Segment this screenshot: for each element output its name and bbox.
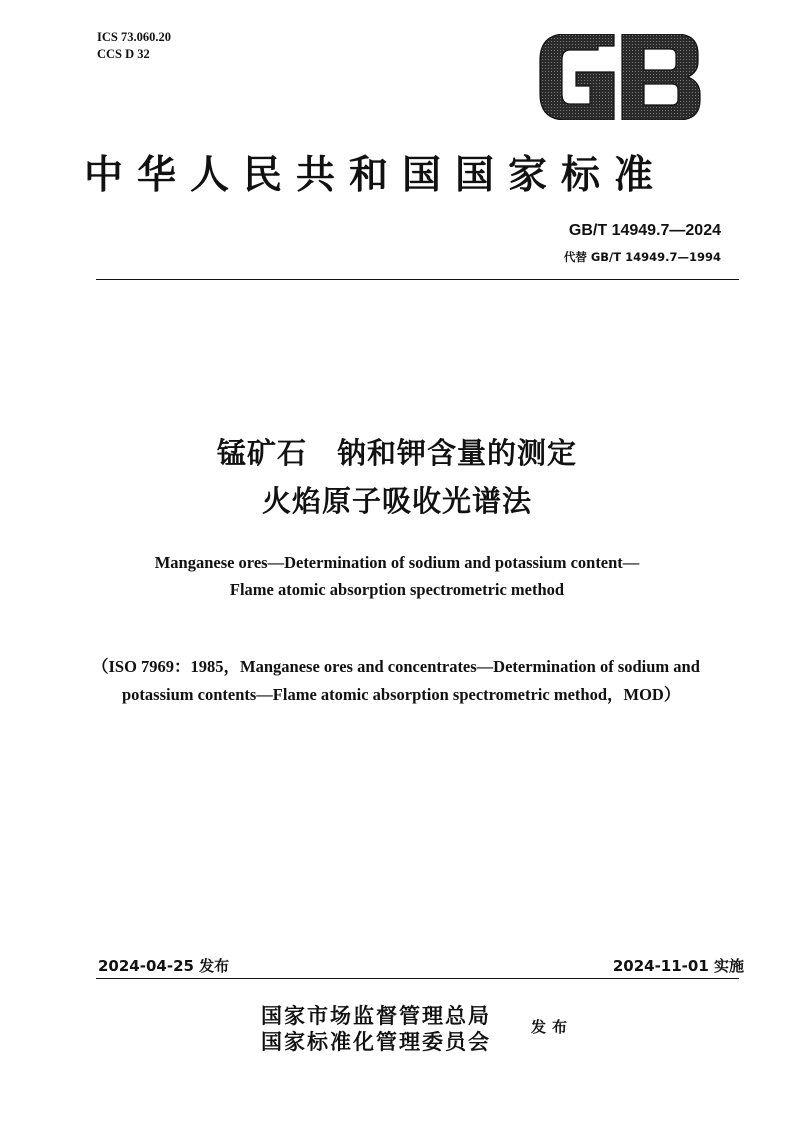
footer-divider (96, 978, 739, 979)
publish-label: 发布 (531, 1018, 574, 1036)
replaced-standard: 代替 GB/T 14949.7—1994 (563, 250, 721, 264)
iso-reference-line2: potassium contents—Flame atomic absorption spectrometric method，MOD） (122, 685, 681, 704)
implementation-date: 2024-11-01 实施 (612, 957, 744, 975)
standard-number: GB/T 14949.7—2024 (568, 222, 721, 239)
ics-code: ICS 73.060.20 (97, 30, 171, 44)
gb-logo (538, 34, 702, 120)
issue-date: 2024-04-25 发布 (98, 957, 230, 975)
ccs-code: CCS D 32 (97, 47, 150, 61)
classification-codes (97, 29, 171, 63)
header-divider (96, 279, 739, 280)
national-standard-title: 中华人民共和国国家标准 (84, 153, 668, 198)
issuer-sac: 国家标准化管理委员会 (261, 1029, 491, 1054)
chinese-title-line1: 锰矿石 钠和钾含量的测定 (216, 436, 577, 470)
issuer-samr: 国家市场监督管理总局 (261, 1003, 491, 1028)
iso-reference-line1: （ISO 7969：1985，Manganese ores and concentrates—Determination of sodium and (92, 657, 700, 676)
chinese-title-line2: 火焰原子吸收光谱法 (261, 484, 532, 518)
english-title-line2: Flame atomic absorption spectrometric method (229, 580, 565, 599)
english-title-line1: Manganese ores—Determination of sodium and potassium content— (154, 553, 640, 572)
